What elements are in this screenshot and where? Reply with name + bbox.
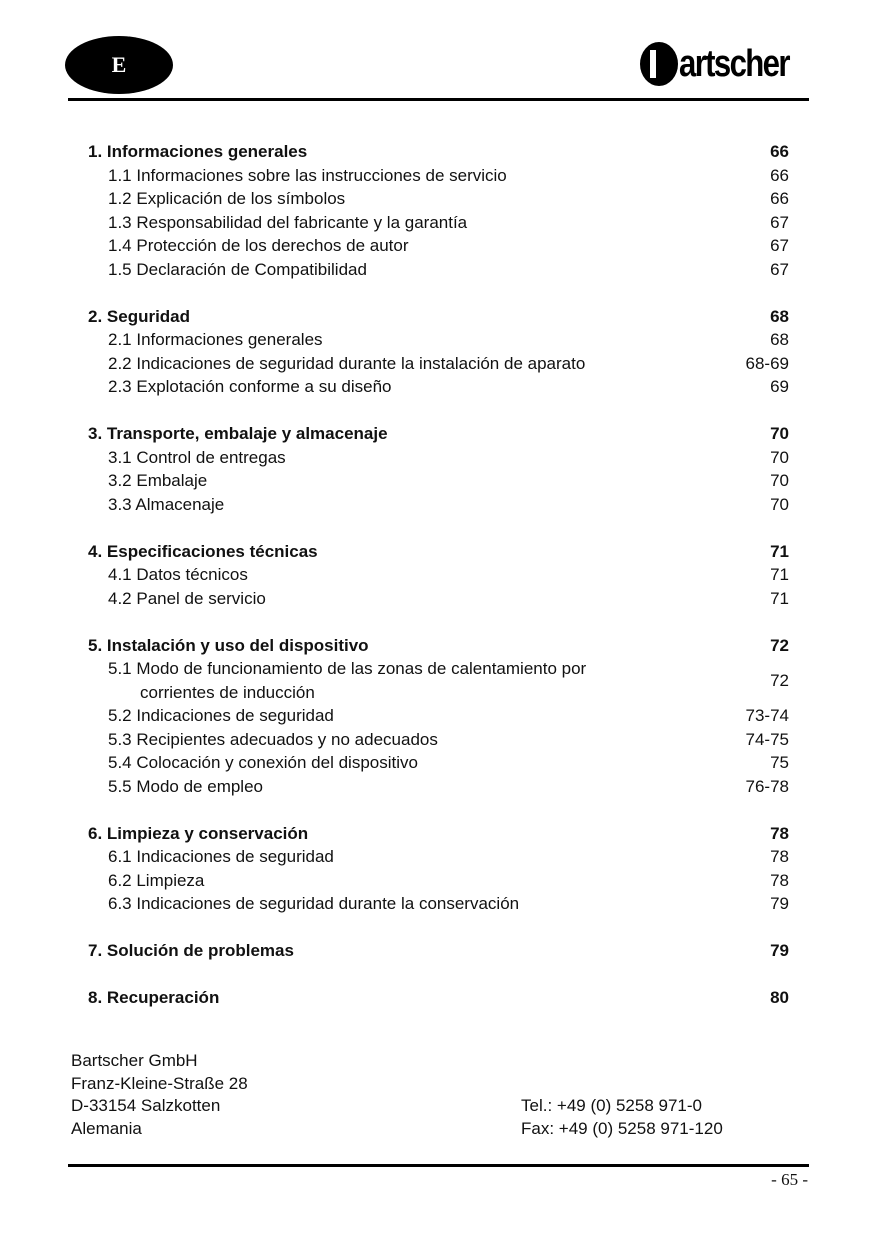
toc-entry xyxy=(88,211,789,235)
toc-section-title: 6. Limpieza y conservación xyxy=(88,823,309,843)
toc-entry xyxy=(88,352,789,376)
toc-entry-title: 2.2 Indicaciones de seguridad durante la instalación de aparato xyxy=(108,353,586,373)
toc-entry-title: 5.3 Recipientes adecuados y no adecuados xyxy=(108,729,438,749)
toc-entry xyxy=(88,775,789,799)
telephone: Tel.: +49 (0) 5258 971-0 xyxy=(521,1096,702,1115)
toc-entry xyxy=(88,258,789,282)
toc-section-heading xyxy=(88,822,789,846)
toc-section-title: 2. Seguridad xyxy=(88,306,191,326)
toc-entry xyxy=(88,657,789,704)
toc-entry-page: 67 xyxy=(770,212,789,232)
toc-entry-title-line2: corrientes de inducción xyxy=(140,682,315,702)
toc-entry-title: 2.3 Explotación conforme a su diseño xyxy=(108,377,392,396)
toc-section-page: 78 xyxy=(770,823,789,843)
toc-section xyxy=(88,540,789,611)
toc-entry-page: 67 xyxy=(770,236,789,255)
toc-entry-page: 68-69 xyxy=(745,353,789,373)
toc-entry-title: 6.3 Indicaciones de seguridad durante la conservación xyxy=(108,894,520,913)
bartscher-logo xyxy=(640,38,813,90)
toc-entry xyxy=(88,493,789,517)
toc-entry-page: 74-75 xyxy=(745,729,789,749)
toc-entry-page: 78 xyxy=(770,870,789,890)
toc-section-page: 79 xyxy=(770,941,789,960)
toc-section-heading xyxy=(88,140,789,164)
toc-entry-page: 68 xyxy=(770,330,789,349)
toc-section xyxy=(88,939,789,963)
toc-section-heading xyxy=(88,422,789,446)
toc-section-title: 8. Recuperación xyxy=(88,988,220,1007)
toc-section xyxy=(88,634,789,799)
toc-entry xyxy=(88,328,789,352)
toc-section-title: 5. Instalación y uso del dispositivo xyxy=(88,635,369,655)
toc-section-heading xyxy=(88,540,789,564)
toc-entry xyxy=(88,869,789,893)
toc-entry-page: 72 xyxy=(770,670,789,690)
toc-entry-page: 66 xyxy=(770,165,789,185)
toc-section xyxy=(88,422,789,516)
toc-entry xyxy=(88,751,789,775)
toc-entry-page: 70 xyxy=(770,494,789,514)
street-address: Franz-Kleine-Straße 28 xyxy=(71,1073,248,1093)
toc-entry-title: 2.1 Informaciones generales xyxy=(108,330,323,349)
logo-text: artscher xyxy=(679,42,789,85)
contact-info xyxy=(521,1095,723,1140)
toc-entry xyxy=(88,845,789,869)
toc-section-page: 66 xyxy=(770,142,789,161)
toc-entry-page: 75 xyxy=(770,753,789,772)
toc-entry-title: 3.1 Control de entregas xyxy=(108,447,286,467)
toc-section xyxy=(88,305,789,399)
toc-entry xyxy=(88,469,789,493)
toc-section-heading xyxy=(88,939,789,963)
toc-section-page: 80 xyxy=(770,988,789,1007)
toc-section-title: 1. Informaciones generales xyxy=(88,142,308,161)
toc-section-page: 70 xyxy=(770,424,789,443)
toc-section xyxy=(88,140,789,281)
toc-entry-title: 6.1 Indicaciones de seguridad xyxy=(108,847,334,866)
toc-section-heading xyxy=(88,986,789,1010)
toc-entry-page: 67 xyxy=(770,259,789,279)
toc-section-title: 3. Transporte, embalaje y almacenaje xyxy=(88,424,388,443)
toc-entry-page: 78 xyxy=(770,847,789,866)
toc-section-page: 71 xyxy=(770,541,789,561)
toc-entry-title: 1.3 Responsabilidad del fabricante y la garantía xyxy=(108,212,468,232)
toc-section-page: 68 xyxy=(770,306,789,326)
toc-entry-page: 79 xyxy=(770,894,789,913)
toc-entry xyxy=(88,892,789,916)
toc-entry xyxy=(88,446,789,470)
language-badge: E xyxy=(65,36,173,94)
toc-section xyxy=(88,986,789,1010)
toc-entry xyxy=(88,704,789,728)
toc-entry-page: 70 xyxy=(770,447,789,467)
toc-entry xyxy=(88,563,789,587)
toc-entry-page: 71 xyxy=(770,565,789,584)
page-number: - 65 - xyxy=(771,1170,808,1189)
toc-entry-title: 6.2 Limpieza xyxy=(108,870,205,890)
company-name: Bartscher GmbH xyxy=(71,1051,198,1070)
toc-entry xyxy=(88,234,789,258)
toc-entry-title xyxy=(88,657,586,704)
toc-entry-title: 4.2 Panel de servicio xyxy=(108,588,266,608)
header-divider xyxy=(68,98,809,101)
toc-entry xyxy=(88,587,789,611)
toc-entry-title: 4.1 Datos técnicos xyxy=(108,565,248,584)
toc-entry-page: 69 xyxy=(770,377,789,396)
toc-entry xyxy=(88,187,789,211)
company-address xyxy=(71,1050,248,1140)
toc-section-page: 72 xyxy=(770,635,789,655)
logo-b-mark-icon xyxy=(640,42,678,86)
city-address: D-33154 Salzkotten xyxy=(71,1096,221,1115)
toc-entry-page: 70 xyxy=(770,471,789,490)
toc-entry-page: 71 xyxy=(770,588,789,608)
footer-divider xyxy=(68,1164,809,1167)
toc-entry-title: 3.3 Almacenaje xyxy=(108,494,225,514)
toc-section-title: 7. Solución de problemas xyxy=(88,941,294,960)
toc-section-heading xyxy=(88,634,789,658)
toc-entry-title: 5.4 Colocación y conexión del dispositivo xyxy=(108,753,418,772)
toc-entry xyxy=(88,164,789,188)
toc-entry-title: 1.2 Explicación de los símbolos xyxy=(108,189,346,208)
country: Alemania xyxy=(71,1118,142,1138)
toc-section-title: 4. Especificaciones técnicas xyxy=(88,541,318,561)
toc-section xyxy=(88,822,789,916)
toc-entry-title: 5.2 Indicaciones de seguridad xyxy=(108,706,334,725)
toc-entry-title: 1.4 Protección de los derechos de autor xyxy=(108,236,409,255)
toc-entry-title-line1: 5.1 Modo de funcionamiento de las zonas de calentamiento por xyxy=(108,659,587,678)
table-of-contents xyxy=(88,140,789,1033)
toc-entry-title: 1.5 Declaración de Compatibilidad xyxy=(108,259,367,279)
toc-entry-page: 73-74 xyxy=(745,706,789,725)
toc-entry xyxy=(88,728,789,752)
toc-entry xyxy=(88,375,789,399)
toc-entry-page: 76-78 xyxy=(745,776,789,796)
toc-entry-title: 3.2 Embalaje xyxy=(108,471,208,490)
fax: Fax: +49 (0) 5258 971-120 xyxy=(521,1118,723,1138)
toc-section-heading xyxy=(88,305,789,329)
toc-entry-title: 1.1 Informaciones sobre las instrucciones de servicio xyxy=(108,165,507,185)
toc-entry-page: 66 xyxy=(770,189,789,208)
toc-entry-title: 5.5 Modo de empleo xyxy=(108,776,263,796)
